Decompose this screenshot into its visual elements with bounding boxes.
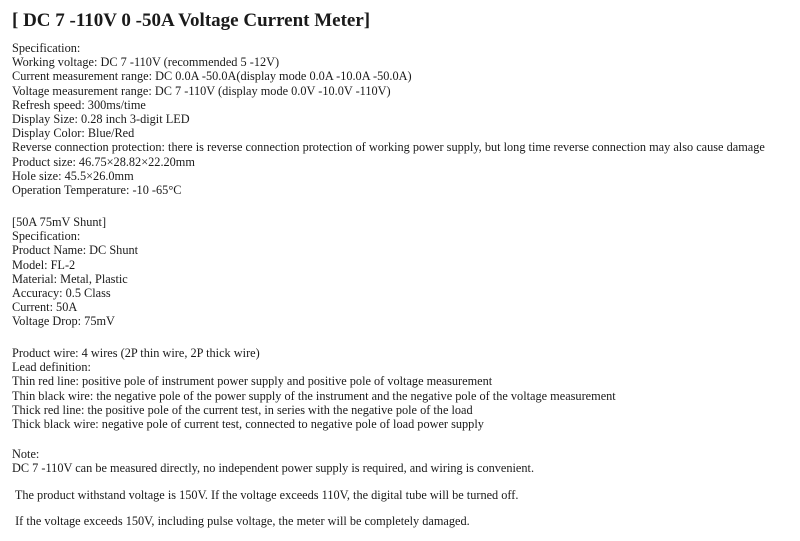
withstand-voltage-note: The product withstand voltage is 150V. If the voltage exceeds 110V, the digital tube will be turned off. xyxy=(12,488,519,502)
shunt-line: Voltage Drop: 75mV xyxy=(12,314,115,329)
shunt-line: Material: Metal, Plastic xyxy=(12,271,128,286)
spec-line: Display Color: Blue/Red xyxy=(12,126,135,141)
spec-line: Reverse connection protection: there is reverse connection protection of working power supply, but long time reverse connection may also cause damage xyxy=(12,140,765,155)
shunt-line: Product Name: DC Shunt xyxy=(12,243,139,258)
spec-line: Current measurement range: DC 0.0A -50.0A(display mode 0.0A -10.0A -50.0A) xyxy=(12,69,412,84)
wiring-section xyxy=(12,346,616,431)
wiring-line: Thick red line: the positive pole of the current test, in series with the negative pole of the load xyxy=(12,402,473,417)
specification-section xyxy=(12,41,765,197)
spec-line: Working voltage: DC 7 -110V (recommended 5 -12V) xyxy=(12,55,280,70)
wiring-line: Thick black wire: negative pole of current test, connected to negative pole of load power supply xyxy=(12,417,484,432)
spec-line: Display Size: 0.28 inch 3-digit LED xyxy=(12,112,190,127)
shunt-line: [50A 75mV Shunt] xyxy=(12,215,107,229)
shunt-line: Model: FL-2 xyxy=(12,257,76,272)
spec-line: Hole size: 45.5×26.0mm xyxy=(12,168,134,183)
shunt-line: Current: 50A xyxy=(12,300,78,315)
wiring-line: Thin black wire: the negative pole of the power supply of the instrument and the negative pole of the voltage measurement xyxy=(12,388,616,403)
spec-line: Refresh speed: 300ms/time xyxy=(12,97,146,112)
page-title: [ DC 7 -110V 0 -50A Voltage Current Meter] xyxy=(12,10,371,31)
shunt-section xyxy=(12,215,138,329)
shunt-line: Accuracy: 0.5 Class xyxy=(12,286,111,301)
note-line: DC 7 -110V can be measured directly, no independent power supply is required, and wiring is convenient. xyxy=(12,461,535,476)
wiring-line: Lead definition: xyxy=(12,360,91,375)
note-section xyxy=(12,447,534,475)
spec-line: Specification: xyxy=(12,41,81,55)
shunt-line: Specification: xyxy=(12,229,81,244)
spec-line: Product size: 46.75×28.82×22.20mm xyxy=(12,154,195,169)
wiring-line: Product wire: 4 wires (2P thin wire, 2P thick wire) xyxy=(12,346,260,360)
spec-line: Operation Temperature: -10 -65°C xyxy=(12,183,182,198)
note-line: Note: xyxy=(12,447,40,461)
wiring-line: Thin red line: positive pole of instrument power supply and positive pole of voltage measurement xyxy=(12,374,493,389)
damage-warning-note: If the voltage exceeds 150V, including pulse voltage, the meter will be completely damaged. xyxy=(12,514,470,528)
spec-line: Voltage measurement range: DC 7 -110V (display mode 0.0V -10.0V -110V) xyxy=(12,83,391,98)
